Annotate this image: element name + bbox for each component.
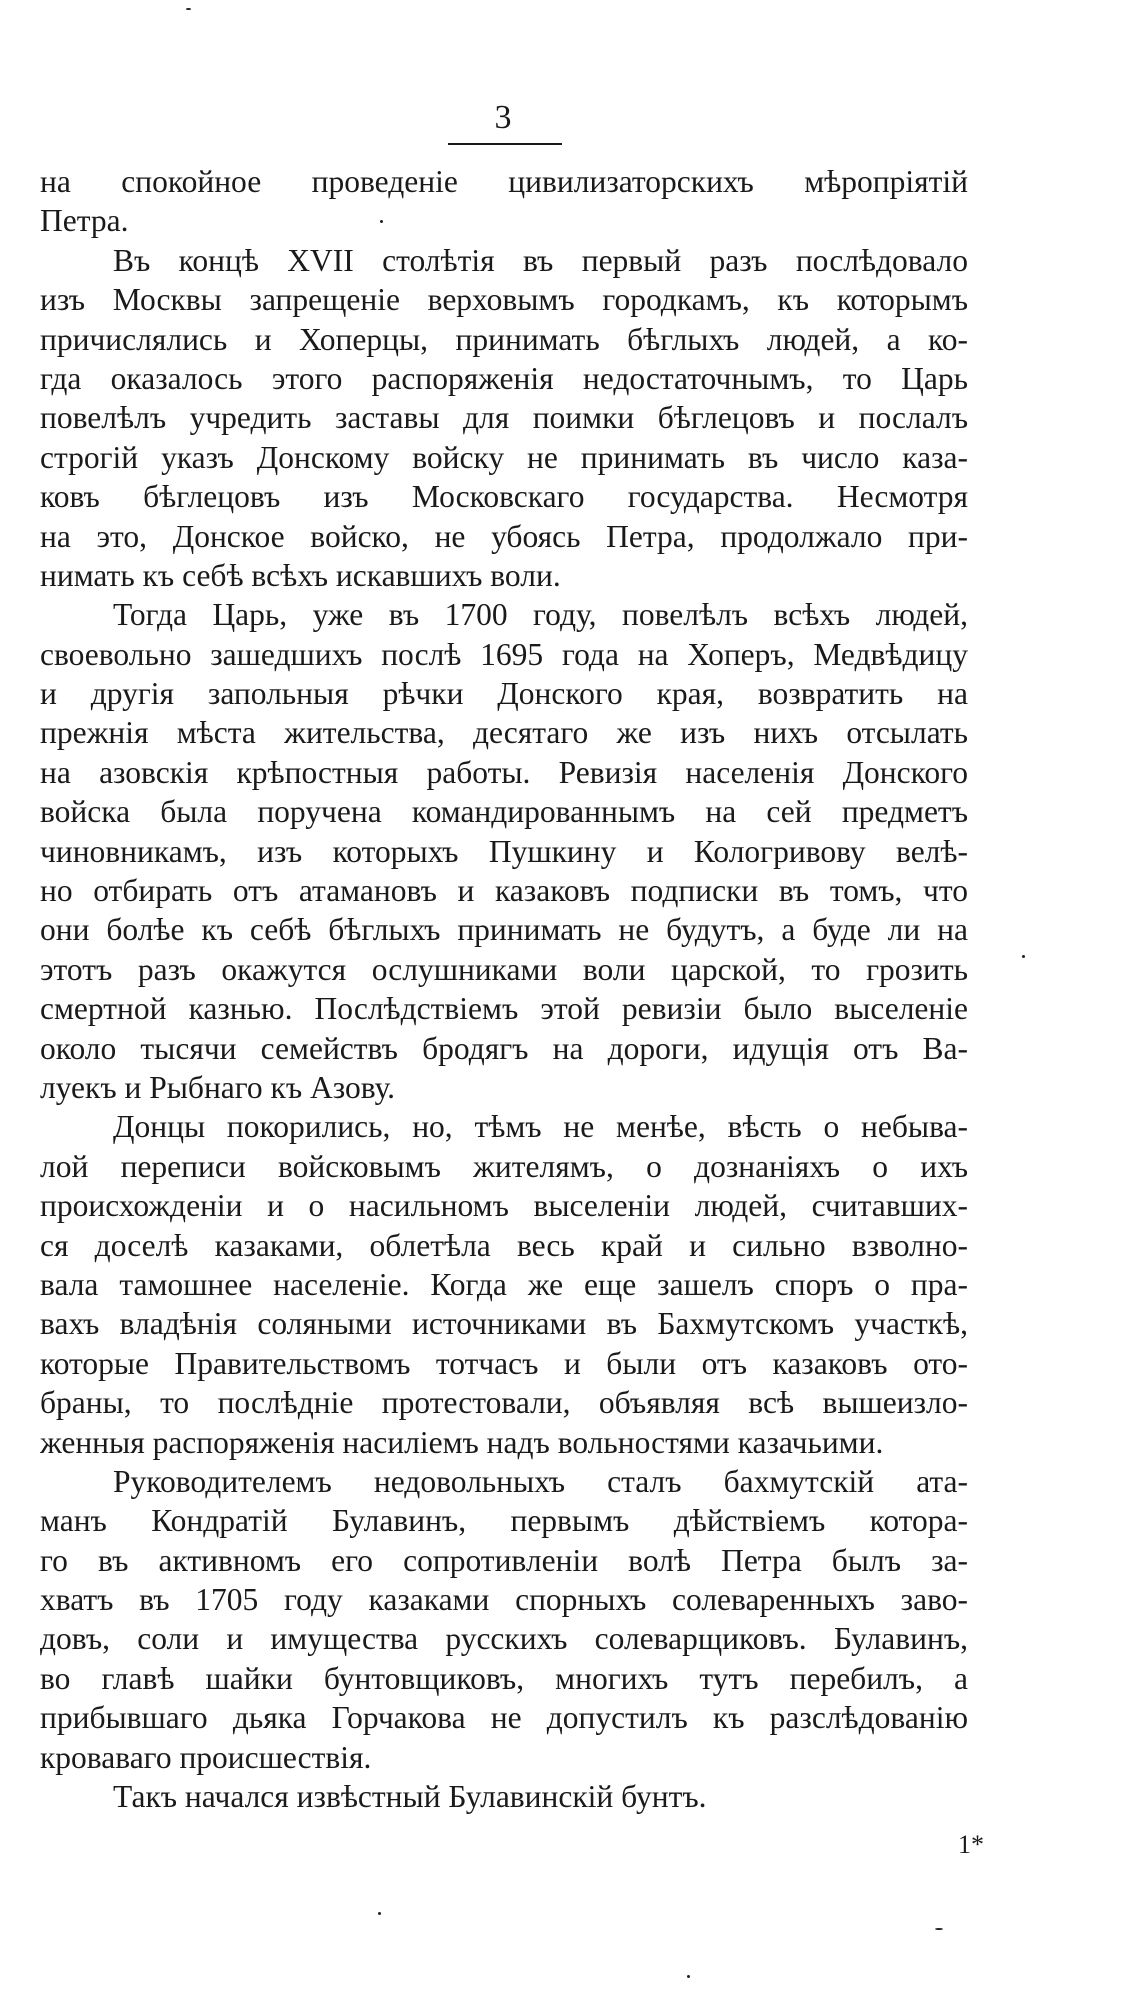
text-line: строгій указъ Донскому войску не принимать въ число каза- [40,439,968,475]
text-line: Руководителемъ недовольныхъ сталъ бахмутскій ата- [113,1463,968,1499]
text-line: которые Правительствомъ тотчасъ и были отъ казаковъ ото- [40,1345,968,1381]
paragraph [40,162,968,241]
paragraph [40,1777,968,1816]
text-line: хватъ въ 1705 году казаками спорныхъ солеваренныхъ заво- [40,1582,968,1618]
paper-speck [935,1928,943,1930]
signature-mark: 1* [958,1830,984,1859]
paragraph [40,595,968,1107]
text-line: луекъ и Рыбнаго къ Азову. [40,1069,396,1105]
text-line: чиновникамъ, изъ которыхъ Пушкину и Кологривову велѣ- [40,833,968,869]
text-line: и другія запольныя рѣчки Донского края, возвратить на [40,676,968,712]
text-line: манъ Кондратій Булавинъ, первымъ дѣйствіемъ котора- [40,1503,968,1539]
text-line: но отбирать отъ атамановъ и казаковъ подписки въ томъ, что [40,873,968,909]
paragraph [40,241,968,596]
text-line: Донцы покорились, но, тѣмъ не менѣе, вѣсть о небыва- [113,1109,968,1145]
text-line: ковъ бѣглецовъ изъ Московскаго государства. Несмотря [40,479,968,515]
text-line: смертной казнью. Послѣдствіемъ этой ревизіи было выселеніе [40,991,968,1027]
text-line: этотъ разъ окажутся ослушниками воли царской, то грозить [40,951,968,987]
paper-speck [1022,955,1025,958]
text-line: Петра. [40,203,129,239]
text-line: го въ активномъ его сопротивленіи волѣ Петра былъ за- [40,1542,968,1578]
text-line: Въ концѣ XVII столѣтія въ первый разъ послѣдовало [113,242,968,278]
text-line: Тогда Царь, уже въ 1700 году, повелѣлъ всѣхъ людей, [113,597,968,633]
paper-speck [687,1975,690,1978]
page-number: 3 [494,99,512,136]
text-line: прибывшаго дьяка Горчакова не допустилъ къ разслѣдованію [40,1700,968,1736]
text-line: довъ, соли и имущества русскихъ солеварщиковъ. Булавинъ, [40,1621,968,1657]
text-line: прежнія мѣста жительства, десятаго же изъ нихъ отсылать [40,715,968,751]
body-text [40,162,968,1816]
text-line: гда оказалось этого распоряженія недостаточнымъ, то Царь [40,360,968,396]
text-line: на азовскія крѣпостныя работы. Ревизія населенія Донского [40,754,968,790]
text-line: на это, Донское войско, не убоясь Петра, продолжало при- [40,518,968,554]
paper-speck [186,8,191,10]
paper-speck [378,1912,381,1915]
text-line: вала тамошнее населеніе. Когда же еще зашелъ споръ о пра- [40,1266,968,1302]
text-line: происхожденіи и о насильномъ выселеніи людей, считавших- [40,1188,968,1224]
text-line: войска была поручена командированнымъ на сей предметъ [40,794,968,830]
text-line: около тысячи семействъ бродягъ на дороги, идущія отъ Ва- [40,1030,968,1066]
text-line: ся доселѣ казаками, облетѣла весь край и сильно взволно- [40,1227,968,1263]
paragraph [40,1107,968,1462]
text-line: лой переписи войсковымъ жителямъ, о дознаніяхъ о ихъ [40,1148,968,1184]
page-number-rule [448,143,562,145]
text-line: во главѣ шайки бунтовщиковъ, многихъ тутъ перебилъ, а [40,1660,968,1696]
text-line: на спокойное проведеніе цивилизаторскихъ мѣропріятій [40,164,968,199]
text-line: нимать къ себѣ всѣхъ искавшихъ воли. [40,557,561,593]
text-line: браны, то послѣдніе протестовали, объявляя всѣ вышеизло- [40,1385,968,1421]
paper-speck [380,220,383,223]
text-line: кроваваго происшествія. [40,1739,372,1775]
text-line: они болѣе къ себѣ бѣглыхъ принимать не будутъ, а буде ли на [40,912,968,948]
text-line: причислялись и Хоперцы, принимать бѣглыхъ людей, а ко- [40,321,968,357]
text-line: женныя распоряженія насиліемъ надъ вольностями казачьими. [40,1424,884,1460]
text-line: повелѣлъ учредить заставы для поимки бѣглецовъ и послалъ [40,400,968,436]
paragraph [40,1462,968,1777]
text-line: своевольно зашедшихъ послѣ 1695 года на Хоперъ, Медвѣдицу [40,636,968,672]
text-line: изъ Москвы запрещеніе верховымъ городкамъ, къ которымъ [40,282,968,318]
text-line: вахъ владѣнія соляными источниками въ Бахмутскомъ участкѣ, [40,1306,968,1342]
text-line: Такъ начался извѣстный Булавинскій бунтъ. [113,1779,707,1815]
